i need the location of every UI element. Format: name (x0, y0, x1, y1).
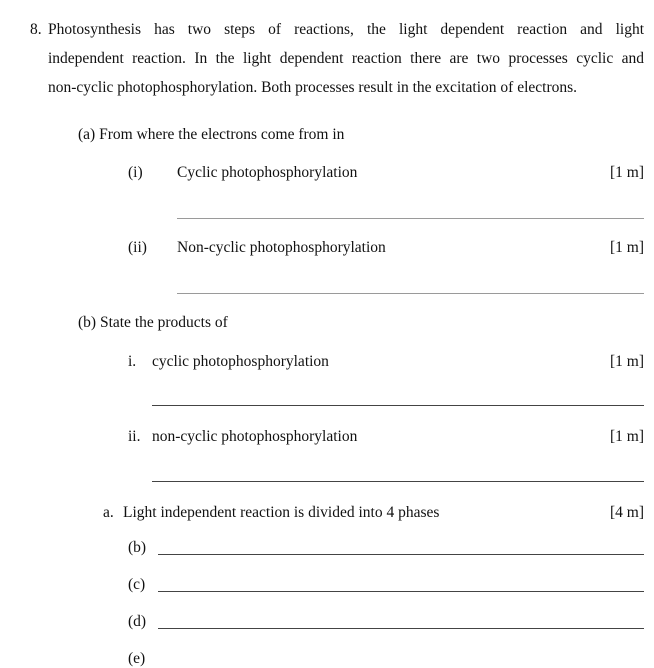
part-b-heading: (b) State the products of (78, 314, 228, 331)
phase-b-answer-line[interactable] (158, 554, 644, 555)
part-c-marks: [4 m] (609, 504, 644, 521)
part-c-number: a. (103, 504, 114, 521)
question-intro-line-2: independent reaction. In the light dependent reaction there are two processes cyclic and (48, 50, 644, 67)
part-b-ii-text: non-cyclic photophosphorylation (152, 428, 358, 445)
part-b-ii-marks: [1 m] (609, 428, 644, 445)
part-b-i-answer-line[interactable] (152, 405, 644, 406)
part-b-i-marks: [1 m] (609, 353, 644, 370)
part-a-ii-marks: [1 m] (609, 239, 644, 256)
question-number: 8. (30, 21, 42, 38)
part-a-ii-number: (ii) (128, 239, 147, 256)
part-b-ii-answer-line[interactable] (152, 481, 644, 482)
phase-d-label: (d) (128, 613, 147, 630)
part-a-i-marks: [1 m] (609, 164, 644, 181)
phase-c-answer-line[interactable] (158, 591, 644, 592)
phase-e-label: (e) (128, 650, 146, 667)
part-a-ii-text: Non-cyclic photophosphorylation (177, 239, 386, 256)
question-intro-line-1: Photosynthesis has two steps of reactions, the light dependent reaction and light (48, 21, 644, 38)
part-a-i-text: Cyclic photophosphorylation (177, 164, 358, 181)
part-b-i-text: cyclic photophosphorylation (152, 353, 329, 370)
part-a-i-number: (i) (128, 164, 143, 181)
phase-c-label: (c) (128, 576, 146, 593)
part-c-text: Light independent reaction is divided into 4 phases (123, 504, 440, 521)
phase-d-answer-line[interactable] (158, 628, 644, 629)
phase-b-label: (b) (128, 539, 147, 556)
part-b-ii-number: ii. (128, 428, 141, 445)
question-intro-line-3: non-cyclic photophosphorylation. Both processes result in the excitation of electrons. (48, 79, 578, 96)
part-a-ii-answer-line[interactable] (177, 293, 644, 294)
part-b-i-number: i. (128, 353, 137, 370)
part-a-i-answer-line[interactable] (177, 218, 644, 219)
part-a-heading: (a) From where the electrons come from in (78, 126, 345, 143)
